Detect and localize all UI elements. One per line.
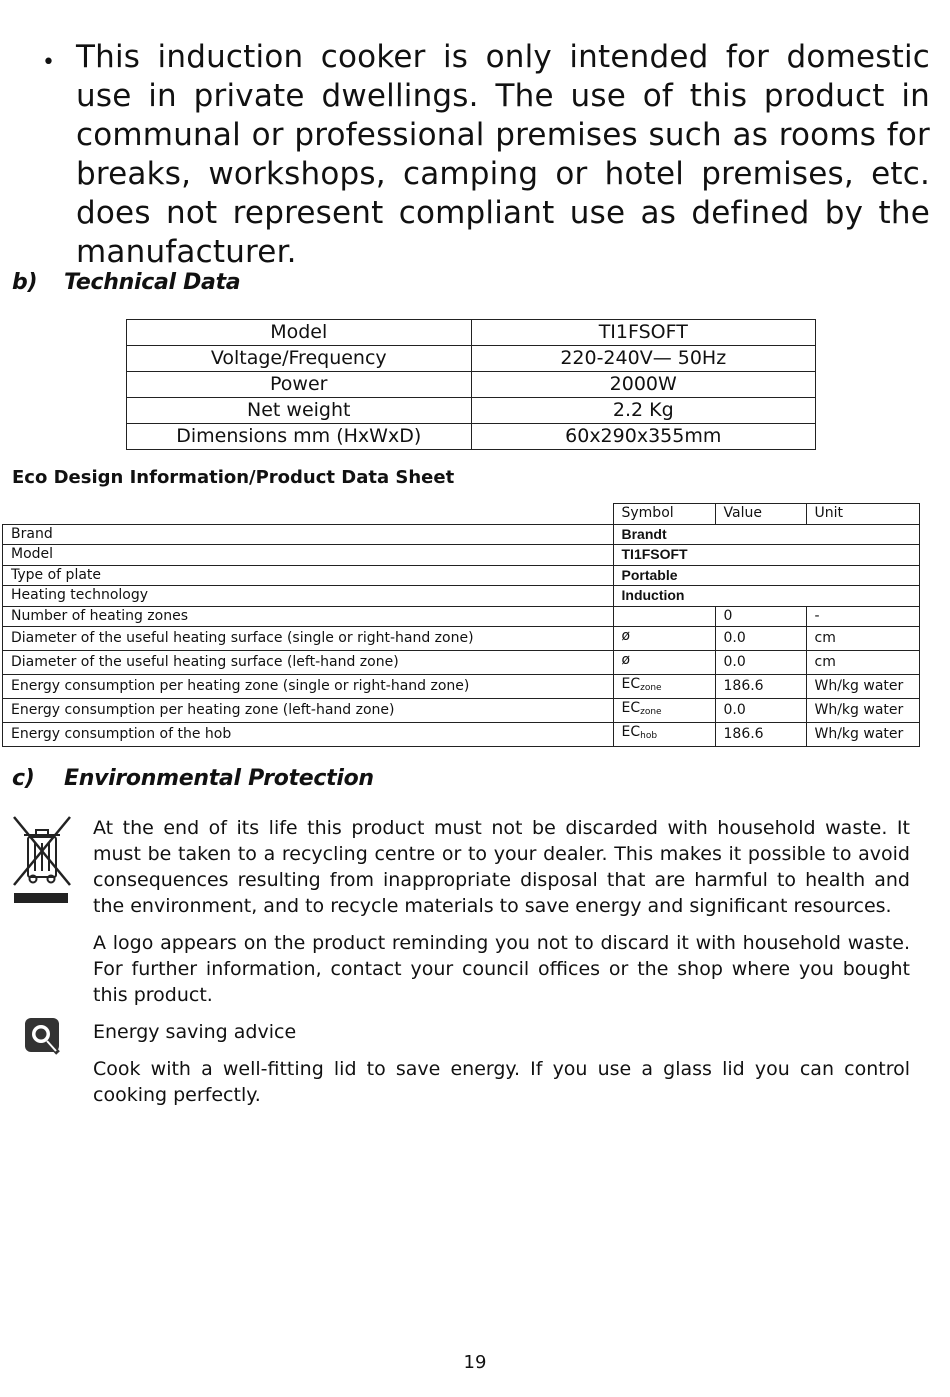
table-row (3, 675, 920, 699)
eco-label: Energy consumption per heating zone (left-hand zone) (3, 699, 614, 723)
eco-unit: Wh/kg water (806, 699, 920, 723)
header-blank-cell (3, 504, 614, 525)
eco-label: Heating technology (3, 586, 614, 607)
tech-value: TI1FSOFT (471, 320, 816, 346)
eco-value: 0.0 (715, 627, 806, 651)
eco-label: Type of plate (3, 565, 614, 586)
table-row (3, 651, 920, 675)
eco-info-value: TI1FSOFT (613, 545, 920, 566)
magnifier-icon (25, 1018, 61, 1060)
header-symbol: Symbol (613, 504, 715, 525)
tech-value: 2.2 Kg (471, 398, 816, 424)
intro-bullet (42, 38, 930, 272)
tech-label: Net weight (127, 398, 472, 424)
table-row (3, 606, 920, 627)
table-row (127, 424, 816, 450)
eco-design-title: Eco Design Information/Product Data Sheet (12, 467, 455, 488)
eco-value: 0 (715, 606, 806, 627)
eco-symbol (613, 606, 715, 627)
table-row (127, 372, 816, 398)
bullet-dot: • (42, 50, 55, 75)
table-row (3, 699, 920, 723)
crossed-bin-icon (12, 815, 74, 909)
table-row (127, 320, 816, 346)
table-row (127, 398, 816, 424)
eco-value: 186.6 (715, 675, 806, 699)
energy-advice-title: Energy saving advice (93, 1021, 297, 1043)
environmental-paragraph-2: A logo appears on the product reminding you not to discard it with household waste. For further information, contact your council offices or the shop where you bought this product. (93, 932, 910, 1006)
eco-label: Energy consumption per heating zone (single or right-hand zone) (3, 675, 614, 699)
eco-label: Number of heating zones (3, 606, 614, 627)
section-letter-c: c) (12, 766, 35, 791)
technical-data-title: Technical Data (64, 270, 241, 295)
eco-info-value: Induction (613, 586, 920, 607)
table-row (3, 524, 920, 545)
header-unit: Unit (806, 504, 920, 525)
intro-bullet-text: This induction cooker is only intended for domestic use in private dwellings. The use of this product in communal or professional premises such as rooms for breaks, workshops, camping or hotel premises, etc. does not represent compliant use as defined by the manufacturer. (76, 39, 930, 270)
tech-label: Dimensions mm (HxWxD) (127, 424, 472, 450)
eco-label: Model (3, 545, 614, 566)
eco-unit: cm (806, 651, 920, 675)
eco-label: Energy consumption of the hob (3, 723, 614, 747)
energy-advice-text: Cook with a well-fitting lid to save energy. If you use a glass lid you can control cooking perfectly. (93, 1058, 910, 1106)
header-value: Value (715, 504, 806, 525)
eco-value: 186.6 (715, 723, 806, 747)
eco-label: Diameter of the useful heating surface (single or right-hand zone) (3, 627, 614, 651)
tech-value: 2000W (471, 372, 816, 398)
eco-unit: - (806, 606, 920, 627)
eco-unit: Wh/kg water (806, 675, 920, 699)
table-row (3, 586, 920, 607)
table-row (127, 346, 816, 372)
table-row (3, 545, 920, 566)
technical-data-heading (12, 270, 240, 295)
environmental-title: Environmental Protection (64, 766, 374, 791)
eco-info-value: Brandt (613, 524, 920, 545)
section-letter-b: b) (12, 270, 38, 295)
eco-unit: cm (806, 627, 920, 651)
eco-design-table (2, 503, 920, 747)
environmental-heading (12, 766, 374, 791)
eco-label: Brand (3, 524, 614, 545)
eco-symbol: $EC_{zone}$ (613, 675, 715, 699)
eco-unit: Wh/kg water (806, 723, 920, 747)
eco-value: 0.0 (715, 699, 806, 723)
environmental-paragraph-1: At the end of its life this product must not be discarded with household waste. It must be taken to a recycling centre or to your dealer. This makes it possible to avoid consequences resulting from inappropriate disposal that are harmful to health and the environment, and to recycle materials to save energy and significant resources. (93, 817, 910, 917)
eco-symbol: ø (613, 627, 715, 651)
eco-symbol: $EC_{hob}$ (613, 723, 715, 747)
table-row (3, 565, 920, 586)
tech-label: Voltage/Frequency (127, 346, 472, 372)
eco-label: Diameter of the useful heating surface (left-hand zone) (3, 651, 614, 675)
tech-value: 60x290x355mm (471, 424, 816, 450)
tech-value: 220-240V— 50Hz (471, 346, 816, 372)
eco-info-value: Portable (613, 565, 920, 586)
technical-data-table (126, 319, 816, 450)
table-row (3, 723, 920, 747)
table-header-row (3, 504, 920, 525)
table-row (3, 627, 920, 651)
eco-symbol: $EC_{zone}$ (613, 699, 715, 723)
eco-symbol: ø (613, 651, 715, 675)
tech-label: Model (127, 320, 472, 346)
eco-value: 0.0 (715, 651, 806, 675)
tech-label: Power (127, 372, 472, 398)
page-number: 19 (463, 1352, 487, 1373)
